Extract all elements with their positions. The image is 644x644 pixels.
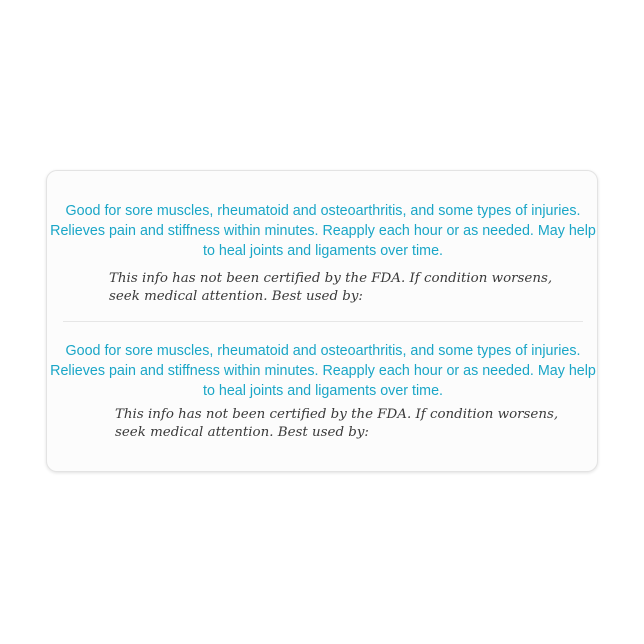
fda-disclaimer: This info has not been certified by the FDA. If condition worsens, seek medical attention. Best used by:: [109, 271, 553, 304]
section-divider: [63, 321, 583, 322]
label-section-bottom: [47, 341, 599, 440]
label-section-top: [47, 201, 599, 304]
shipping-label-card: [46, 170, 598, 472]
product-description: Good for sore muscles, rheumatoid and osteoarthritis, and some types of injuries. Relieves pain and stiffness within minutes. Reapply each hour or as needed. May help to heal joints and ligaments over time.: [50, 203, 596, 259]
fda-disclaimer: This info has not been certified by the FDA. If condition worsens, seek medical attention. Best used by:: [115, 407, 559, 440]
product-description: Good for sore muscles, rheumatoid and osteoarthritis, and some types of injuries. Relieves pain and stiffness within minutes. Reapply each hour or as needed. May help to heal joints and ligaments over time.: [50, 343, 596, 399]
